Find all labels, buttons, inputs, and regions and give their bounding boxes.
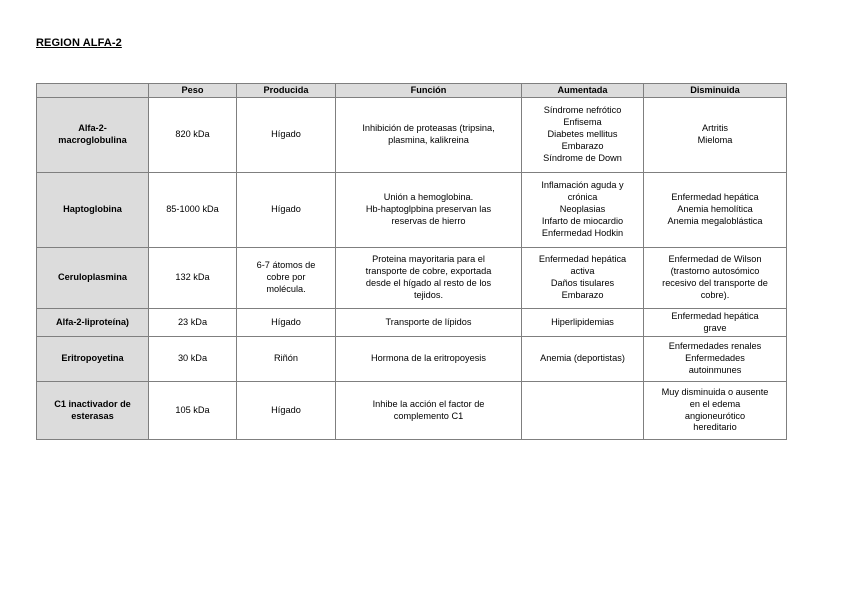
row-name: Eritropoyetina [37,337,149,382]
table-row [37,382,787,440]
cell-producida: Hígado [237,309,336,337]
header-disminuida: Disminuida [644,84,787,98]
cell-disminuida: Muy disminuida o ausente en el edema angioneurótico hereditario [644,382,787,440]
row-name: Alfa-2- macroglobulina [37,98,149,173]
header-funcion: Función [336,84,522,98]
cell-producida: Hígado [237,98,336,173]
cell-disminuida: Artritis Mieloma [644,98,787,173]
document-title: REGION ALFA-2 [36,37,122,49]
cell-aumentada: Hiperlipidemias [522,309,644,337]
cell-peso: 85-1000 kDa [149,173,237,248]
cell-peso: 23 kDa [149,309,237,337]
cell-peso: 105 kDa [149,382,237,440]
cell-disminuida: Enfermedades renales Enfermedades autoinmunes [644,337,787,382]
row-name: Haptoglobina [37,173,149,248]
cell-disminuida: Enfermedad hepática Anemia hemolítica Anemia megaloblástica [644,173,787,248]
cell-aumentada: Inflamación aguda y crónica Neoplasias Infarto de miocardio Enfermedad Hodkin [522,173,644,248]
row-name: Ceruloplasmina [37,248,149,309]
cell-funcion: Unión a hemoglobina. Hb-haptoglpbina preservan las reservas de hierro [336,173,522,248]
table-row [37,248,787,309]
cell-peso: 132 kDa [149,248,237,309]
cell-funcion: Transporte de lípidos [336,309,522,337]
cell-funcion: Inhibición de proteasas (tripsina, plasmina, kalikreina [336,98,522,173]
table-row [37,98,787,173]
header-aumentada: Aumentada [522,84,644,98]
cell-funcion: Hormona de la eritropoyesis [336,337,522,382]
row-name: C1 inactivador de esterasas [37,382,149,440]
table-row [37,173,787,248]
header-empty [37,84,149,98]
row-name: Alfa-2-liproteína) [37,309,149,337]
header-peso: Peso [149,84,237,98]
cell-producida: 6-7 átomos de cobre por molécula. [237,248,336,309]
cell-producida: Hígado [237,173,336,248]
table-row [37,337,787,382]
cell-peso: 820 kDa [149,98,237,173]
header-producida: Producida [237,84,336,98]
cell-funcion: Proteina mayoritaria para el transporte de cobre, exportada desde el hígado al resto de los tejidos. [336,248,522,309]
cell-disminuida: Enfermedad hepática grave [644,309,787,337]
cell-aumentada: Anemia (deportistas) [522,337,644,382]
table-row [37,309,787,337]
cell-aumentada [522,382,644,440]
cell-producida: Riñón [237,337,336,382]
cell-producida: Hígado [237,382,336,440]
cell-peso: 30 kDa [149,337,237,382]
table-header-row [37,84,787,98]
cell-funcion: Inhibe la acción el factor de complemento C1 [336,382,522,440]
cell-disminuida: Enfermedad de Wilson (trastorno autosómico recesivo del transporte de cobre). [644,248,787,309]
protein-table [36,83,787,440]
cell-aumentada: Síndrome nefrótico Enfisema Diabetes mellitus Embarazo Síndrome de Down [522,98,644,173]
cell-aumentada: Enfermedad hepática activa Daños tisulares Embarazo [522,248,644,309]
